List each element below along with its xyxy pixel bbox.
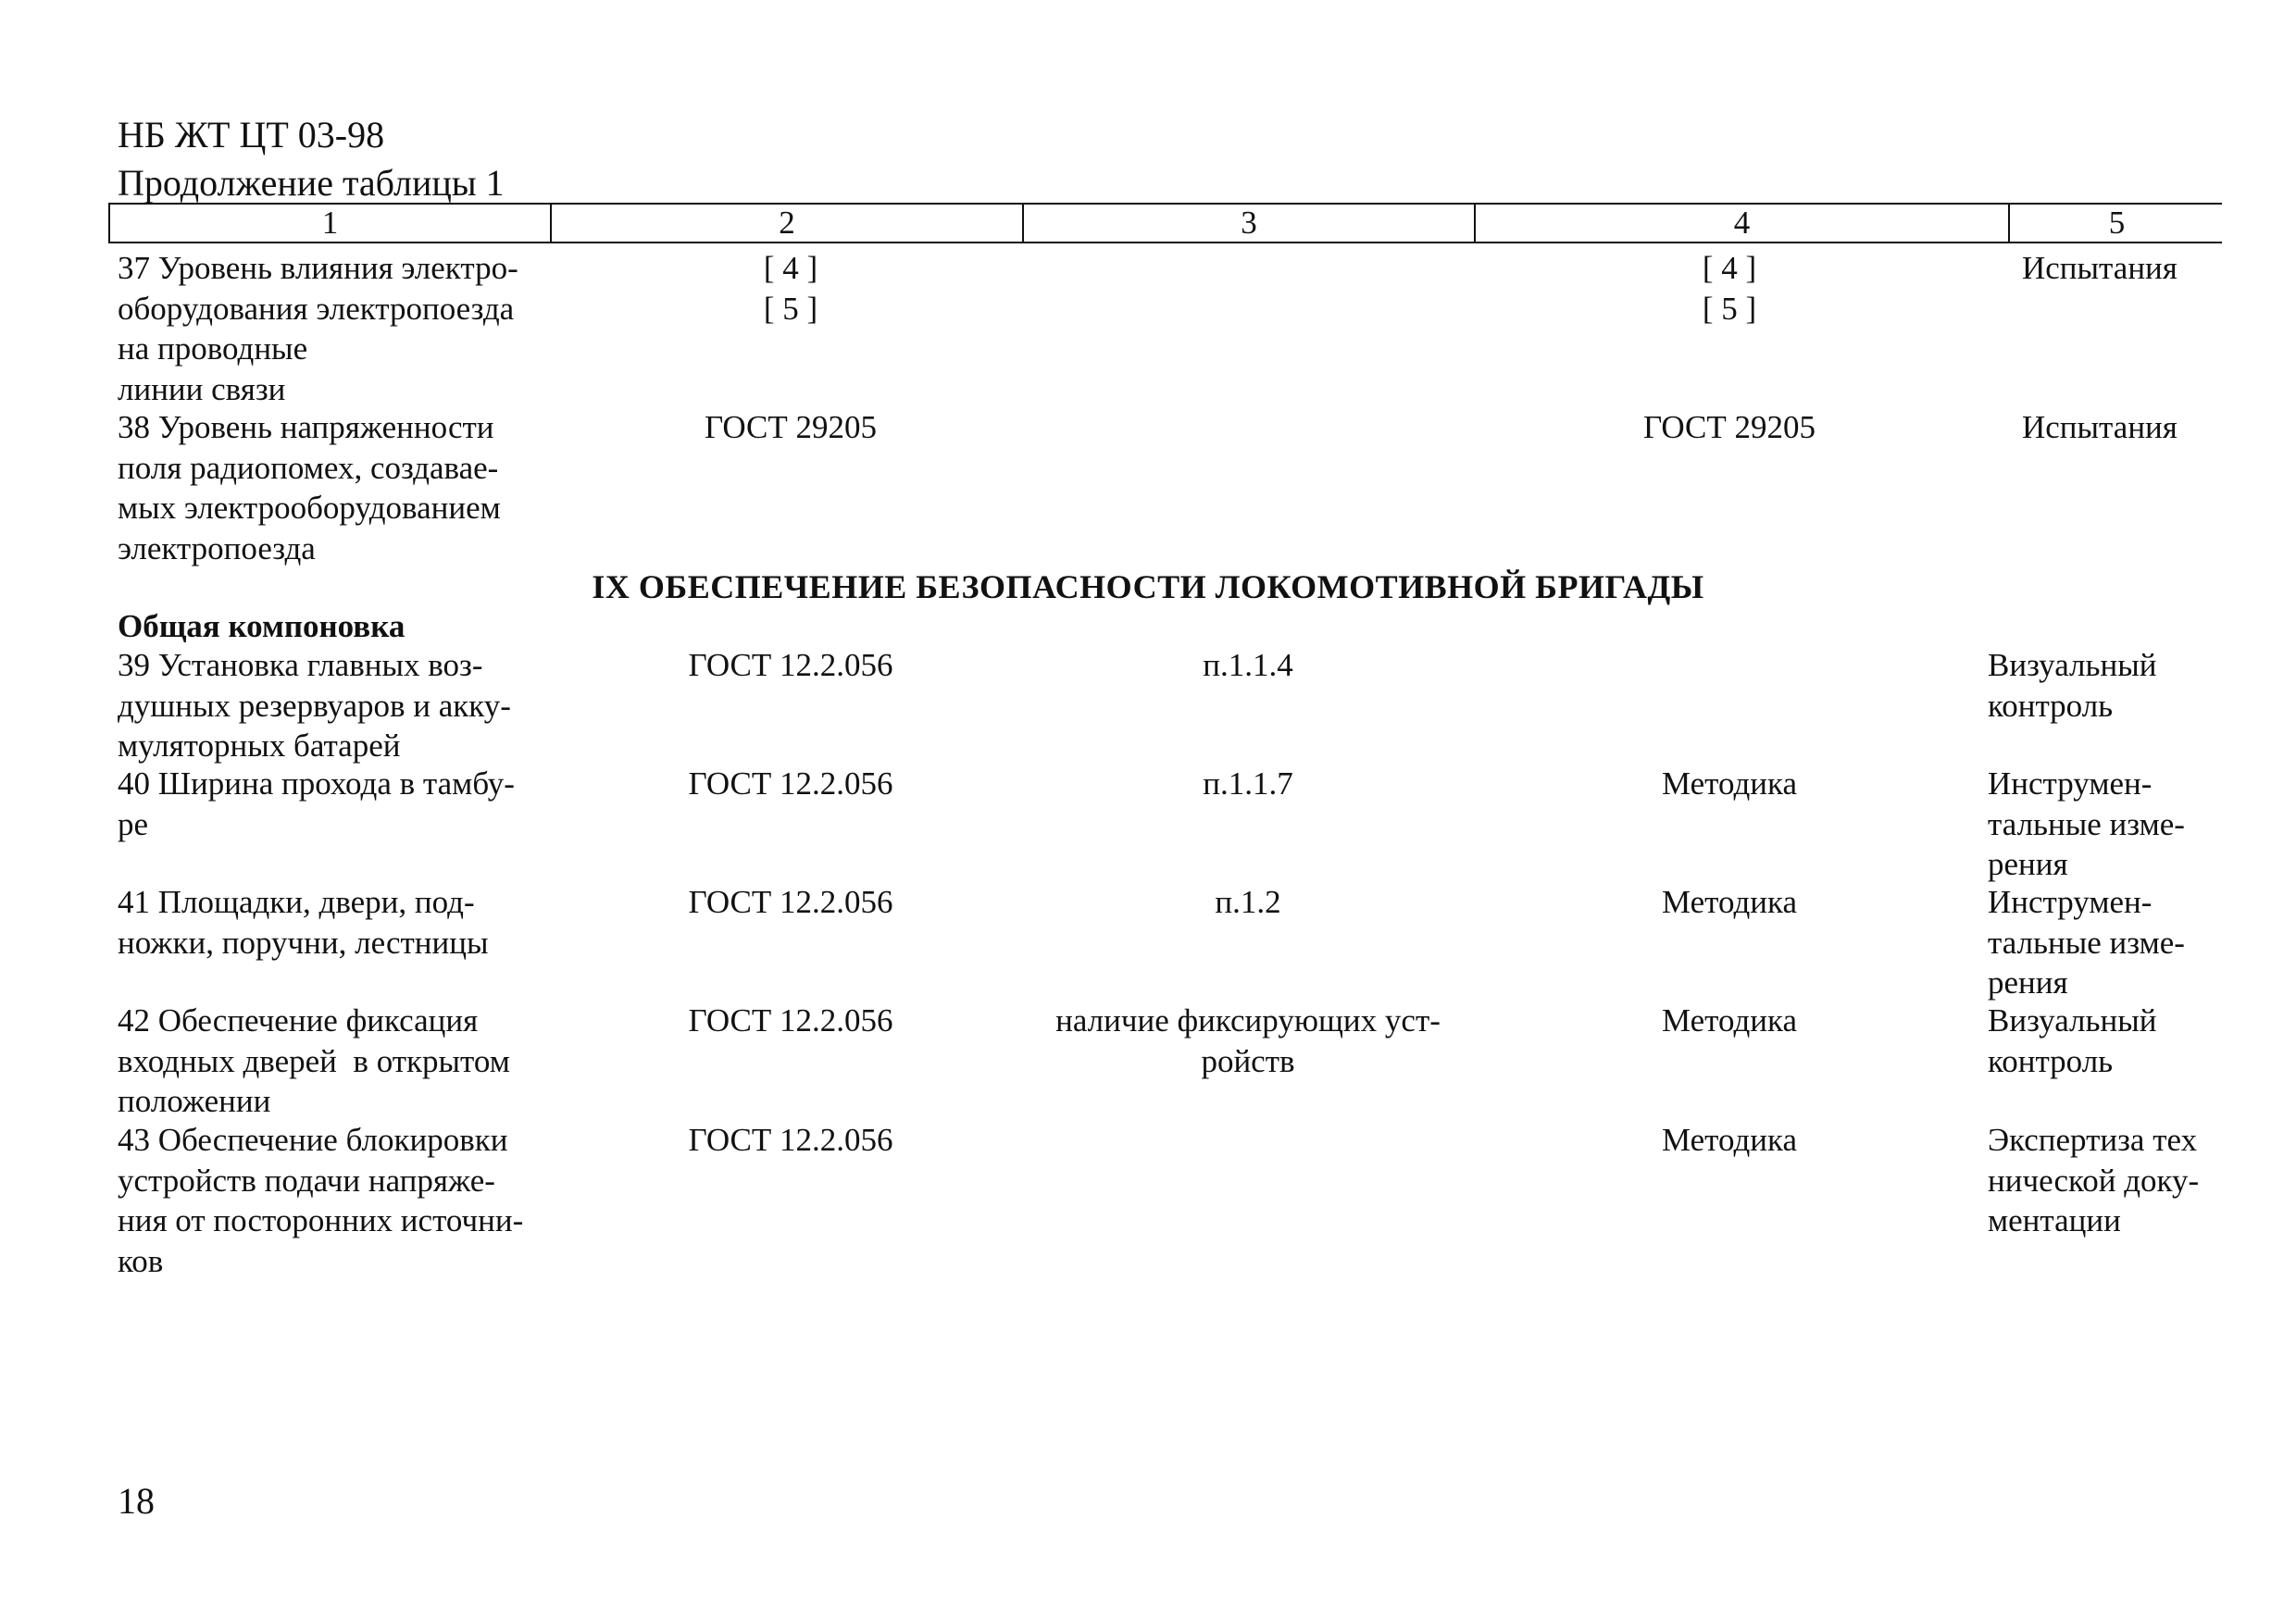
row-control-type: Инструмен- тальные изме- рения — [1988, 765, 2185, 882]
row-method: [ 4 ] [ 5 ] — [1702, 250, 1757, 327]
row-parameter-name: 42 Обеспечение фиксация входных дверей в открытом положении — [118, 1002, 510, 1119]
row-clause: наличие фиксирующих уст- ройств — [1055, 1002, 1441, 1079]
row-parameter-name: 43 Обеспечение блокировки устройств подачи напряже- ния от посторонних источни- ков — [118, 1122, 524, 1279]
row-standard-ref: ГОСТ 12.2.056 — [688, 647, 893, 683]
row-control-type: Визуальный контроль — [1988, 647, 2157, 724]
column-number-2: 2 — [552, 205, 1024, 242]
row-clause: п.1.1.7 — [1203, 765, 1293, 802]
row-standard-ref: ГОСТ 29205 — [704, 409, 878, 445]
section-title: IX ОБЕСПЕЧЕНИЕ БЕЗОПАСНОСТИ ЛОКОМОТИВНОЙ БРИГАДЫ — [592, 568, 1704, 605]
group-title: Общая компоновка — [118, 608, 406, 644]
row-control-type: Визуальный контроль — [1988, 1002, 2157, 1079]
row-standard-ref: ГОСТ 12.2.056 — [688, 1122, 893, 1158]
row-standard-ref: ГОСТ 12.2.056 — [688, 765, 893, 802]
column-number-1: 1 — [110, 205, 552, 242]
row-parameter-name: 39 Установка главных воз- душных резервуаров и акку- муляторных батарей — [118, 647, 511, 764]
column-number-4: 4 — [1476, 205, 2010, 242]
row-parameter-name: 37 Уровень влияния электро- оборудования электропоезда на проводные линии связи — [118, 250, 518, 407]
table-caption: Продолжение таблицы 1 — [118, 162, 505, 204]
row-standard-ref: [ 4 ] [ 5 ] — [763, 250, 818, 327]
column-number-3: 3 — [1024, 205, 1476, 242]
row-method: Методика — [1661, 1122, 1798, 1158]
row-parameter-name: 41 Площадки, двери, под- ножки, поручни, лестницы — [118, 884, 489, 961]
row-parameter-name: 40 Ширина прохода в тамбу- ре — [118, 765, 515, 842]
row-control-type: Экспертиза тех нической доку- ментации — [1988, 1122, 2200, 1238]
page-number: 18 — [118, 1480, 155, 1522]
row-clause: п.1.1.4 — [1203, 647, 1293, 683]
column-number-5: 5 — [2108, 205, 2126, 241]
row-clause: п.1.2 — [1215, 884, 1281, 920]
row-standard-ref: ГОСТ 12.2.056 — [688, 1002, 893, 1039]
row-method: ГОСТ 29205 — [1642, 409, 1816, 445]
table-column-numbers — [108, 203, 2222, 243]
row-method: Методика — [1661, 1002, 1798, 1039]
row-parameter-name: 38 Уровень напряженности поля радиопомех, создавае- мых электрооборудованием электропоезда — [118, 409, 501, 566]
row-control-type: Инструмен- тальные изме- рения — [1988, 884, 2185, 1001]
row-control-type: Испытания — [2022, 250, 2177, 286]
row-control-type: Испытания — [2022, 409, 2177, 445]
row-method: Методика — [1661, 765, 1798, 802]
row-method: Методика — [1661, 884, 1798, 920]
document-code: НБ ЖТ ЦТ 03-98 — [118, 114, 385, 155]
row-standard-ref: ГОСТ 12.2.056 — [688, 884, 893, 920]
